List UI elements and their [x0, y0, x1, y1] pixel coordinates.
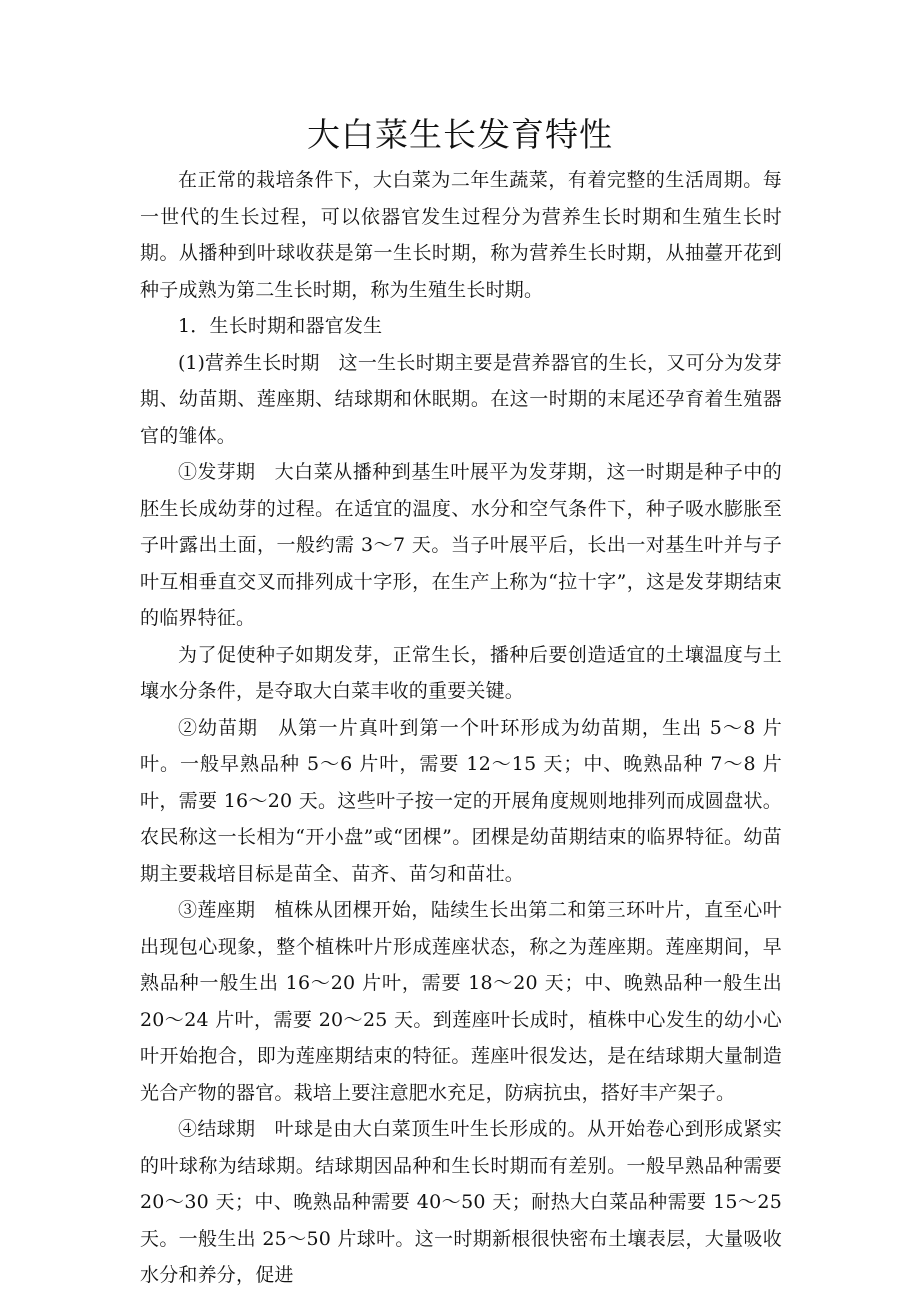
- paragraph-text: 这一生长时期主要是营养器官的生长，又可分为发芽期、幼苗期、莲座期、结球期和休眠期。在这一时期的末尾还孕育着生殖器官的雏体。: [140, 351, 782, 447]
- paragraph-text: 叶球是由大白菜顶生叶生长形成的。从开始卷心到形成紧实的叶球称为结球期。结球期因品种和生长时期而有差别。一般早熟品种需要 20～30 天；中、晚熟品种需要 40～50 天；耐热大白菜品种需要 15～25 天。一般生出 25～50 片球叶。这一时期新根很快密布土壤表层，大量吸收水分和养分，促进: [140, 1118, 782, 1286]
- paragraph-text: 从第一片真叶到第一个叶环形成为幼苗期，生出 5～8 片叶。一般早熟品种 5～6 片叶，需要 12～15 天；中、晚熟品种 7～8 片叶，需要 16～20 天。这些叶子按一定的开展角度规则地排列而成圆盘状。农民称这一长相为“开小盘”或“团棵”。团棵是幼苗期结束的临界特征。幼苗期主要栽培目标是苗全、苗齐、苗匀和苗壮。: [140, 716, 782, 885]
- document-body: [140, 162, 782, 1294]
- section-heading: [140, 308, 782, 345]
- paragraph-text: 植株从团棵开始，陆续生长出第二和第三环叶片，直至心叶出现包心现象，整个植株叶片形成莲座状态，称之为莲座期。莲座期间，早熟品种一般生出 16～20 片叶，需要 18～20 天；中、晚熟品种一般生出 20～24 片叶，需要 20～25 天。到莲座叶长成时，植株中心发生的幼小心叶开始抱合，即为莲座期结束的特征。莲座叶很发达，是在结球期大量制造光合产物的器官。栽培上要注意肥水充足，防病抗虫，搭好丰产架子。: [140, 899, 782, 1104]
- section-heading-text: 1．生长时期和器官发生: [178, 315, 383, 337]
- paragraph-lead: ①发芽期: [178, 461, 275, 483]
- paragraph-rosette-stage: [140, 892, 782, 1111]
- paragraph-text: 在正常的栽培条件下，大白菜为二年生蔬菜，有着完整的生活周期。每一世代的生长过程，可以依器官发生过程分为营养生长时期和生殖生长时期。从播种到叶球收获是第一生长时期，称为营养生长时期，从抽薹开花到种子成熟为第二生长时期，称为生殖生长时期。: [140, 169, 782, 301]
- paragraph-seedling-stage: [140, 710, 782, 893]
- paragraph-lead: ④结球期: [178, 1118, 275, 1140]
- paragraph-heading-stage: [140, 1111, 782, 1294]
- paragraph-vegetative-period: [140, 345, 782, 455]
- paragraph-lead: ③莲座期: [178, 899, 275, 921]
- paragraph-lead: ②幼苗期: [178, 716, 279, 739]
- paragraph-text: 大白菜从播种到基生叶展平为发芽期，这一时期是种子中的胚生长成幼芽的过程。在适宜的温度、水分和空气条件下，种子吸水膨胀至子叶露出土面，一般约需 3～7 天。当子叶展平后，长出一对基生叶并与子叶互相垂直交叉而排列成十字形，在生产上称为“拉十字”，这是发芽期结束的临界特征。: [140, 461, 782, 629]
- document-title: 大白菜生长发育特性: [307, 115, 613, 154]
- paragraph-germination-stage: [140, 454, 782, 637]
- paragraph-intro: [140, 162, 782, 308]
- paragraph-germination-note: [140, 637, 782, 710]
- paragraph-text: 为了促使种子如期发芽，正常生长，播种后要创造适宜的土壤温度与土壤水分条件，是夺取大白菜丰收的重要关键。: [140, 643, 782, 702]
- paragraph-lead: (1)营养生长时期: [178, 351, 339, 374]
